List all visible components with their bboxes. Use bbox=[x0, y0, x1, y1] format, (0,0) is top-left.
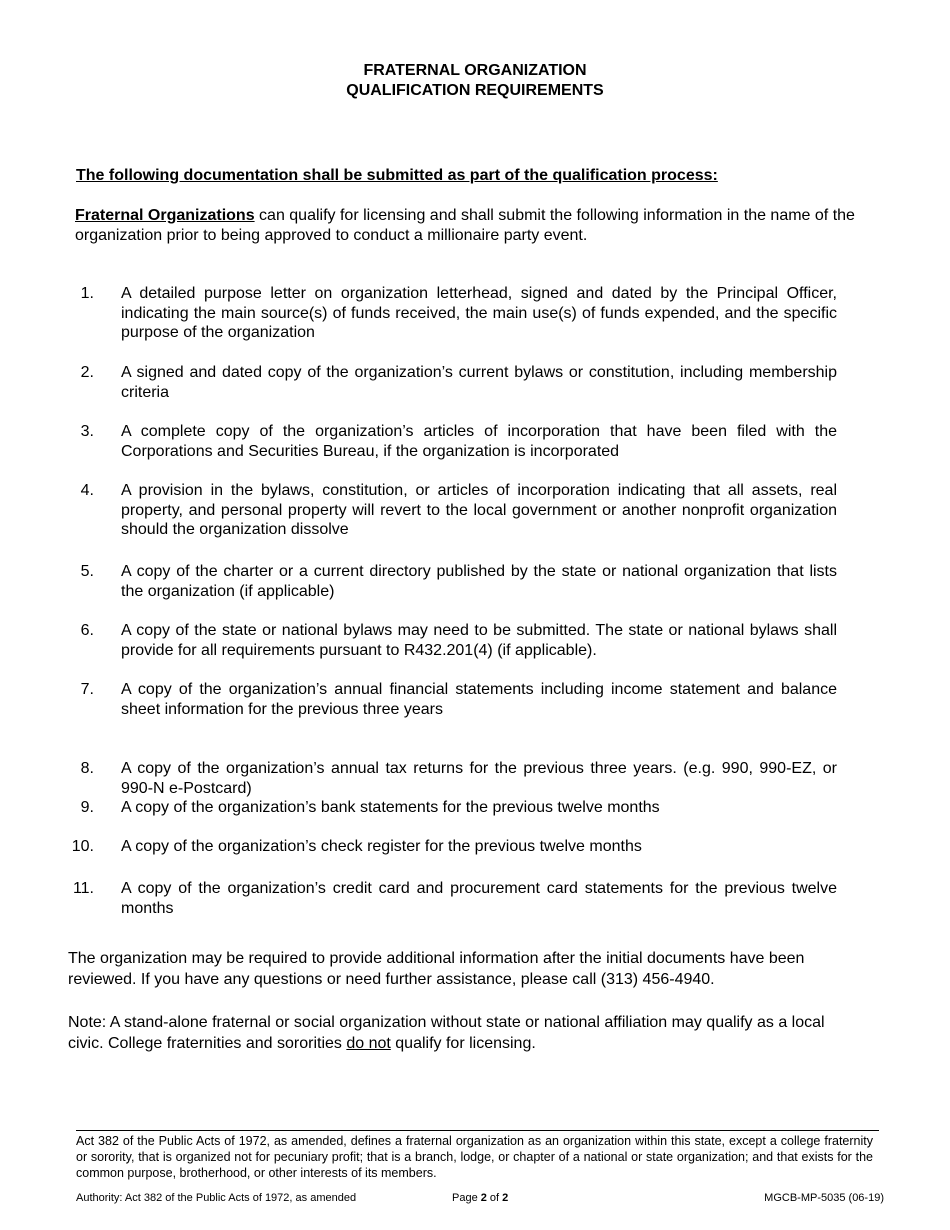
note-text-after: qualify for licensing. bbox=[390, 1034, 536, 1052]
list-item-number: 9. bbox=[80, 799, 94, 816]
footer-form-id: MGCB-MP-5035 (06-19) bbox=[764, 1192, 884, 1204]
document-title bbox=[0, 61, 950, 101]
list-item-number: 6. bbox=[80, 622, 94, 639]
page-prefix: Page bbox=[452, 1192, 481, 1204]
list-item-number: 4. bbox=[80, 482, 94, 499]
list-item-text: A copy of the organization’s annual tax returns for the previous three years. (e.g. 990, 990-EZ, or 990-N e-Postcard) bbox=[121, 760, 837, 797]
list-item-number: 1. bbox=[80, 285, 94, 302]
note-paragraph bbox=[68, 1013, 848, 1054]
section-heading: The following documentation shall be submitted as part of the qualification process: bbox=[76, 167, 718, 184]
list-item-number: 8. bbox=[80, 760, 94, 777]
page-total: 2 bbox=[502, 1192, 509, 1204]
list-item-text: A copy of the organization’s annual financial statements including income statement and balance sheet information for the previous three years bbox=[121, 681, 837, 718]
title-line-2: QUALIFICATION REQUIREMENTS bbox=[346, 82, 604, 99]
intro-lead-term: Fraternal Organizations bbox=[75, 207, 255, 224]
list-item-text: A copy of the charter or a current directory published by the state or national organization that lists the organization (if applicable) bbox=[121, 563, 837, 600]
list-item-text: A copy of the state or national bylaws may need to be submitted. The state or national bylaws shall provide for all requirements pursuant to R432.201(4) (if applicable). bbox=[121, 622, 837, 659]
list-item-number: 3. bbox=[80, 423, 94, 440]
list-item-number: 7. bbox=[80, 681, 94, 698]
footer-page-number bbox=[452, 1191, 508, 1205]
page-of: of bbox=[486, 1192, 503, 1204]
list-item-text: A provision in the bylaws, constitution, or articles of incorporation indicating that all assets, real property, and personal property will revert to the local government or another nonprofit organization should the organization dissolve bbox=[121, 482, 837, 538]
list-item-number: 5. bbox=[80, 563, 94, 580]
intro-paragraph bbox=[75, 206, 895, 245]
intro-text: can qualify for licensing and shall submit the following information in the name of the organization prior to being approved to conduct a millionaire party event. bbox=[75, 207, 855, 244]
list-item-text: A signed and dated copy of the organization’s current bylaws or constitution, including membership criteria bbox=[121, 364, 837, 401]
list-item-text: A detailed purpose letter on organization letterhead, signed and dated by the Principal Officer, indicating the main source(s) of funds received, the main use(s) of funds expended, and the specific purpose of the organization bbox=[121, 285, 837, 341]
footnote: Act 382 of the Public Acts of 1972, as amended, defines a fraternal organization as an organization within this state, except a college fraternity or sorority, that is organized not for pecuniary profit; that is a branch, lodge, or chapter of a national or state organization; and that exists for the common purpose, brotherhood, or other interests of its members. bbox=[76, 1134, 873, 1180]
list-item-text: A complete copy of the organization’s articles of incorporation that have been filed with the Corporations and Securities Bureau, if the organization is incorporated bbox=[121, 423, 837, 460]
note-text-before: Note: A stand-alone fraternal or social organization without state or national affiliation may qualify as a local civic. College fraternities and sororities bbox=[68, 1014, 825, 1052]
list-item-number: 10. bbox=[71, 838, 94, 855]
list-item-number: 11. bbox=[72, 880, 94, 897]
title-line-1: FRATERNAL ORGANIZATION bbox=[363, 62, 587, 79]
list-item-text: A copy of the organization’s credit card and procurement card statements for the previous twelve months bbox=[121, 880, 837, 917]
list-item-text: A copy of the organization’s check register for the previous twelve months bbox=[121, 838, 642, 855]
footnote-divider bbox=[76, 1130, 879, 1131]
page-current: 2 bbox=[480, 1192, 487, 1204]
note-underlined-text: do not bbox=[346, 1034, 391, 1052]
footer-authority: Authority: Act 382 of the Public Acts of 1972, as amended bbox=[76, 1192, 357, 1204]
closing-paragraph: The organization may be required to provide additional information after the initial documents have been reviewed. If you have any questions or need further assistance, please call (313) 456-4940. bbox=[68, 950, 805, 988]
list-item-text: A copy of the organization’s bank statements for the previous twelve months bbox=[121, 799, 660, 816]
list-item-number: 2. bbox=[80, 364, 94, 381]
